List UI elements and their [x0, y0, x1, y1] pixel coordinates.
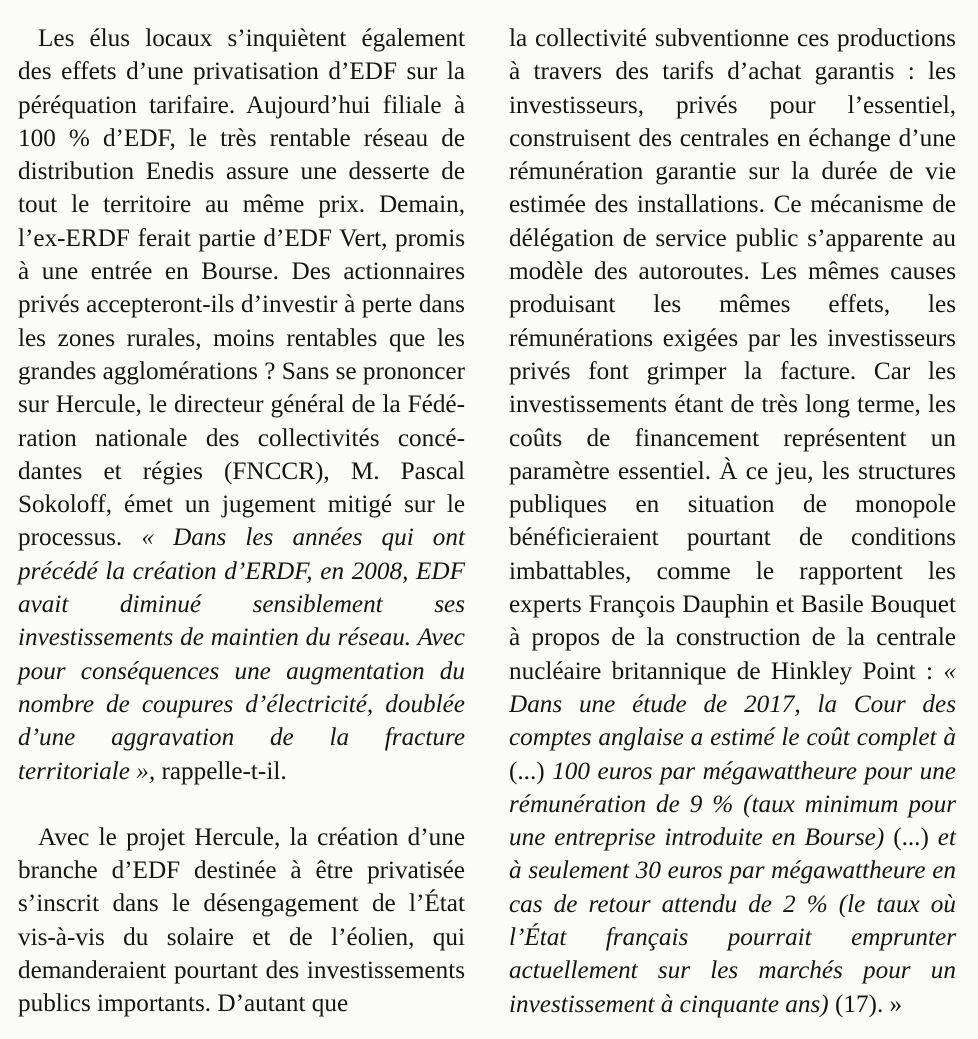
paragraph-projet-hercule	[18, 821, 465, 1021]
ellipsis-text: (...)	[509, 757, 553, 785]
quote-hinkley-part-1: « Dans une étude de 2017, la Cour des comptes anglaise a estimé le coût complet à	[509, 657, 956, 752]
right-column	[509, 22, 956, 1021]
paragraph-text: la collectivité subventionne ces productions à travers des tarifs d’achat garantis : les investisseurs, privés pour l’essentiel, construisent des centrales en échange d’une rémunération garantie sur la durée de vie estimée des installations. Ce mécanisme de délégation de service public s’apparente au modèle des autoroutes. Les mêmes causes produisant les mêmes effets, les rémunérations exigées par les investisseurs privés font grimper la facture. Car les investissements étant de très long terme, les coûts de financement représentent un paramètre essentiel. À ce jeu, les structures publiques en situation de monopole bénéficieraient pourtant de conditions imbattables, comme le rapportent les experts François Dauphin et Basile Bouquet à propos de la construction de la centrale nucléaire britannique de Hinkley Point :	[509, 25, 956, 685]
quote-hinkley-part-2: 100 euros par mégawattheure pour une rémunération de 9 % (taux minimum pour une entreprise introduite en Bourse)	[509, 757, 956, 852]
left-column	[18, 22, 465, 1021]
paragraph-tarifs-achat	[509, 22, 956, 1021]
ellipsis-text: (...)	[884, 824, 938, 852]
paragraph-text: Les élus locaux s’inquiètent également des effets d’une privatisation d’EDF sur la péréquation tarifaire. Aujourd’hui filiale à 100 % d’EDF, le très rentable réseau de distribution Enedis assure une desserte de tout le territoire au même prix. Demain, l’ex-ERDF ferait partie d’EDF Vert, promis à une entrée en Bourse. Des actionnaires privés accepteront-ils d’investir à perte dans les zones rurales, moins rentables que les grandes agglomérations ? Sans se prononcer sur Hercule, le directeur général de la Fédération nationale des collectivités concédantes et régies (FNCCR), M. Pascal Sokoloff, émet un jugement mitigé sur le processus.	[18, 25, 465, 552]
paragraph-text: rappelle-t-il.	[155, 757, 287, 785]
paragraph-privatisation-perequation	[18, 22, 465, 788]
quote-sokoloff: « Dans les années qui ont précédé la création d’ERDF, en 2008, EDF avait diminué sensiblement ses investissements de maintien du réseau. Avec pour conséquences une augmentation du nombre de coupures d’électricité, doublée d’une aggravation de la fracture territoriale »,	[18, 524, 465, 785]
quote-hinkley-part-3: et à seulement 30 euros par mégawattheure en cas de retour attendu de 2 % (le taux où l’État français pourrait emprunter actuellement sur les marchés pour un investissement à cinquante ans)	[509, 824, 956, 1018]
paragraph-gap	[18, 788, 465, 821]
footnote-reference: (17). »	[828, 990, 903, 1018]
paragraph-text: Avec le projet Hercule, la création d’une branche d’EDF destinée à être privatisée s’inscrit dans le désengagement de l’État vis-à-vis du solaire et de l’éolien, qui demanderaient pourtant des investissements publics importants. D’autant que	[18, 823, 465, 1018]
